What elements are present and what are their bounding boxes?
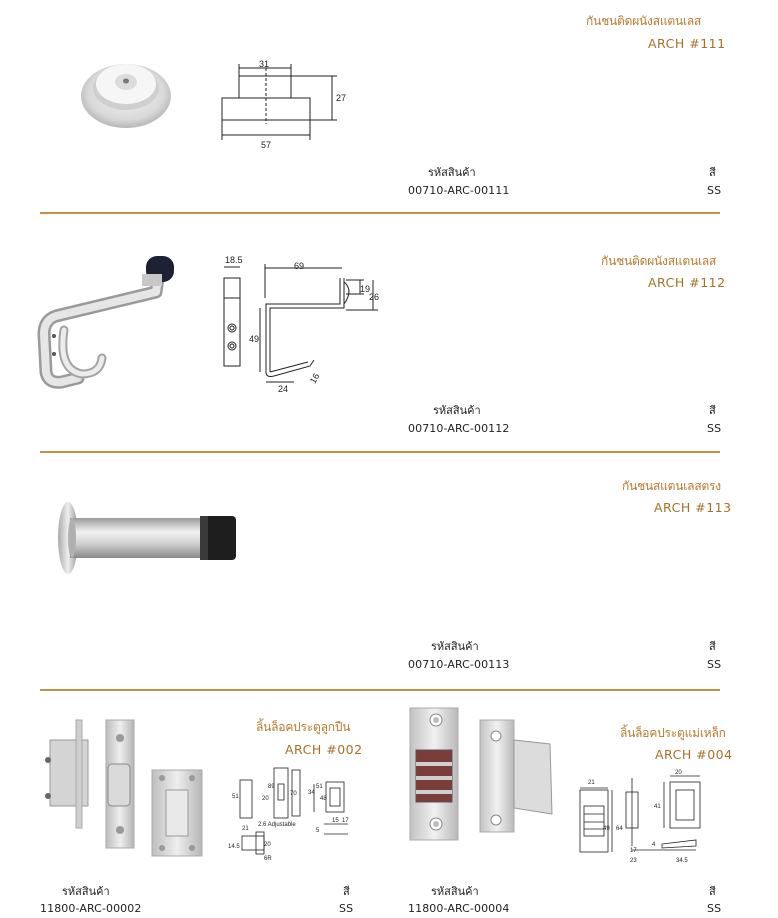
dim-label: 23 (630, 858, 637, 864)
dim-label: 64 (616, 826, 623, 832)
product-2-color: SS (707, 422, 722, 435)
dim-label: 51 (232, 794, 239, 800)
product-1-model: ARCH #111 (648, 36, 726, 51)
section-divider (40, 451, 720, 453)
product-4-code-label: รหัสสินค้า (62, 885, 110, 898)
product-5-title: ลิ้นล็อคประตูแม่เหล็ก (620, 726, 726, 740)
product-4-drawing (228, 764, 356, 872)
dim-label: 26 (369, 292, 380, 302)
product-5-color: SS (707, 902, 722, 915)
dim-label: 69 (294, 261, 305, 271)
dim-label: 2.6 Adjustable (258, 822, 296, 828)
dim-label: 16 (307, 371, 322, 386)
dim-label: 49 (603, 826, 610, 832)
dim-label: 20 (264, 842, 271, 848)
product-5-drawing (572, 766, 712, 870)
dim-label: 5 (316, 828, 320, 834)
dim-label: 41 (654, 804, 661, 810)
product-3-model: ARCH #113 (654, 500, 732, 515)
product-4-title: ลิ้นล็อคประตูลูกปืน (256, 720, 351, 734)
product-2-color-label: สี (709, 404, 716, 417)
product-5-code: 11800-ARC-00004 (408, 902, 510, 915)
product-3-title: กันชนสแตนเลสตรง (622, 479, 721, 493)
product-1-color: SS (707, 184, 722, 197)
dim-label: 17 (342, 818, 349, 824)
dim-label: 34 (308, 790, 315, 796)
dim-label: 34.5 (676, 858, 688, 864)
product-2-drawing (218, 254, 388, 394)
dim-label: 24 (278, 384, 289, 394)
product-3-color: SS (707, 658, 722, 671)
dim-label: 20 (675, 770, 682, 776)
dim-label: 4 (652, 842, 656, 848)
product-3-code-label: รหัสสินค้า (431, 640, 479, 653)
product-1-title: กันชนติดผนังสแตนเลส (586, 14, 702, 28)
dim-label: 48 (320, 796, 327, 802)
dim-label: 27 (336, 93, 347, 103)
dim-label: 31 (259, 59, 270, 69)
dim-label: 20 (262, 796, 269, 802)
section-divider (40, 212, 720, 214)
dim-label: 51 (316, 784, 323, 790)
product-1-photo (78, 48, 178, 130)
product-2-photo (38, 250, 188, 390)
product-4-color-label: สี (343, 885, 350, 898)
product-2-model: ARCH #112 (648, 275, 726, 290)
product-2-code-label: รหัสสินค้า (433, 404, 481, 417)
product-5-color-label: สี (709, 885, 716, 898)
product-4-color: SS (339, 902, 354, 915)
product-5-code-label: รหัสสินค้า (431, 885, 479, 898)
product-4-code: 11800-ARC-00002 (40, 902, 142, 915)
product-3-photo (56, 500, 246, 580)
dim-label: 15 (332, 818, 339, 824)
product-1-drawing (215, 56, 355, 156)
product-2-title: กันชนติดผนังสแตนเลส (601, 254, 717, 268)
product-5-model: ARCH #004 (655, 747, 733, 762)
product-4-photo (40, 716, 210, 862)
dim-label: 70 (290, 791, 297, 797)
product-1-code: 00710-ARC-00111 (408, 184, 510, 197)
dim-label: 57 (261, 140, 272, 150)
dim-label: 14.5 (228, 844, 240, 850)
dim-label: 21 (242, 826, 249, 832)
product-4-model: ARCH #002 (285, 742, 363, 757)
dim-label: 19 (360, 284, 371, 294)
product-3-color-label: สี (709, 640, 716, 653)
product-3-code: 00710-ARC-00113 (408, 658, 510, 671)
dim-label: 89 (268, 784, 275, 790)
dim-label: 21 (588, 780, 595, 786)
product-2-code: 00710-ARC-00112 (408, 422, 510, 435)
product-1-color-label: สี (709, 166, 716, 179)
dim-label: 6R (264, 856, 272, 862)
dim-label: 17 (630, 848, 637, 854)
product-1-code-label: รหัสสินค้า (428, 166, 476, 179)
section-divider (40, 689, 720, 691)
product-5-photo (406, 704, 556, 844)
dim-label: 18.5 (225, 255, 243, 265)
dim-label: 49 (249, 334, 260, 344)
